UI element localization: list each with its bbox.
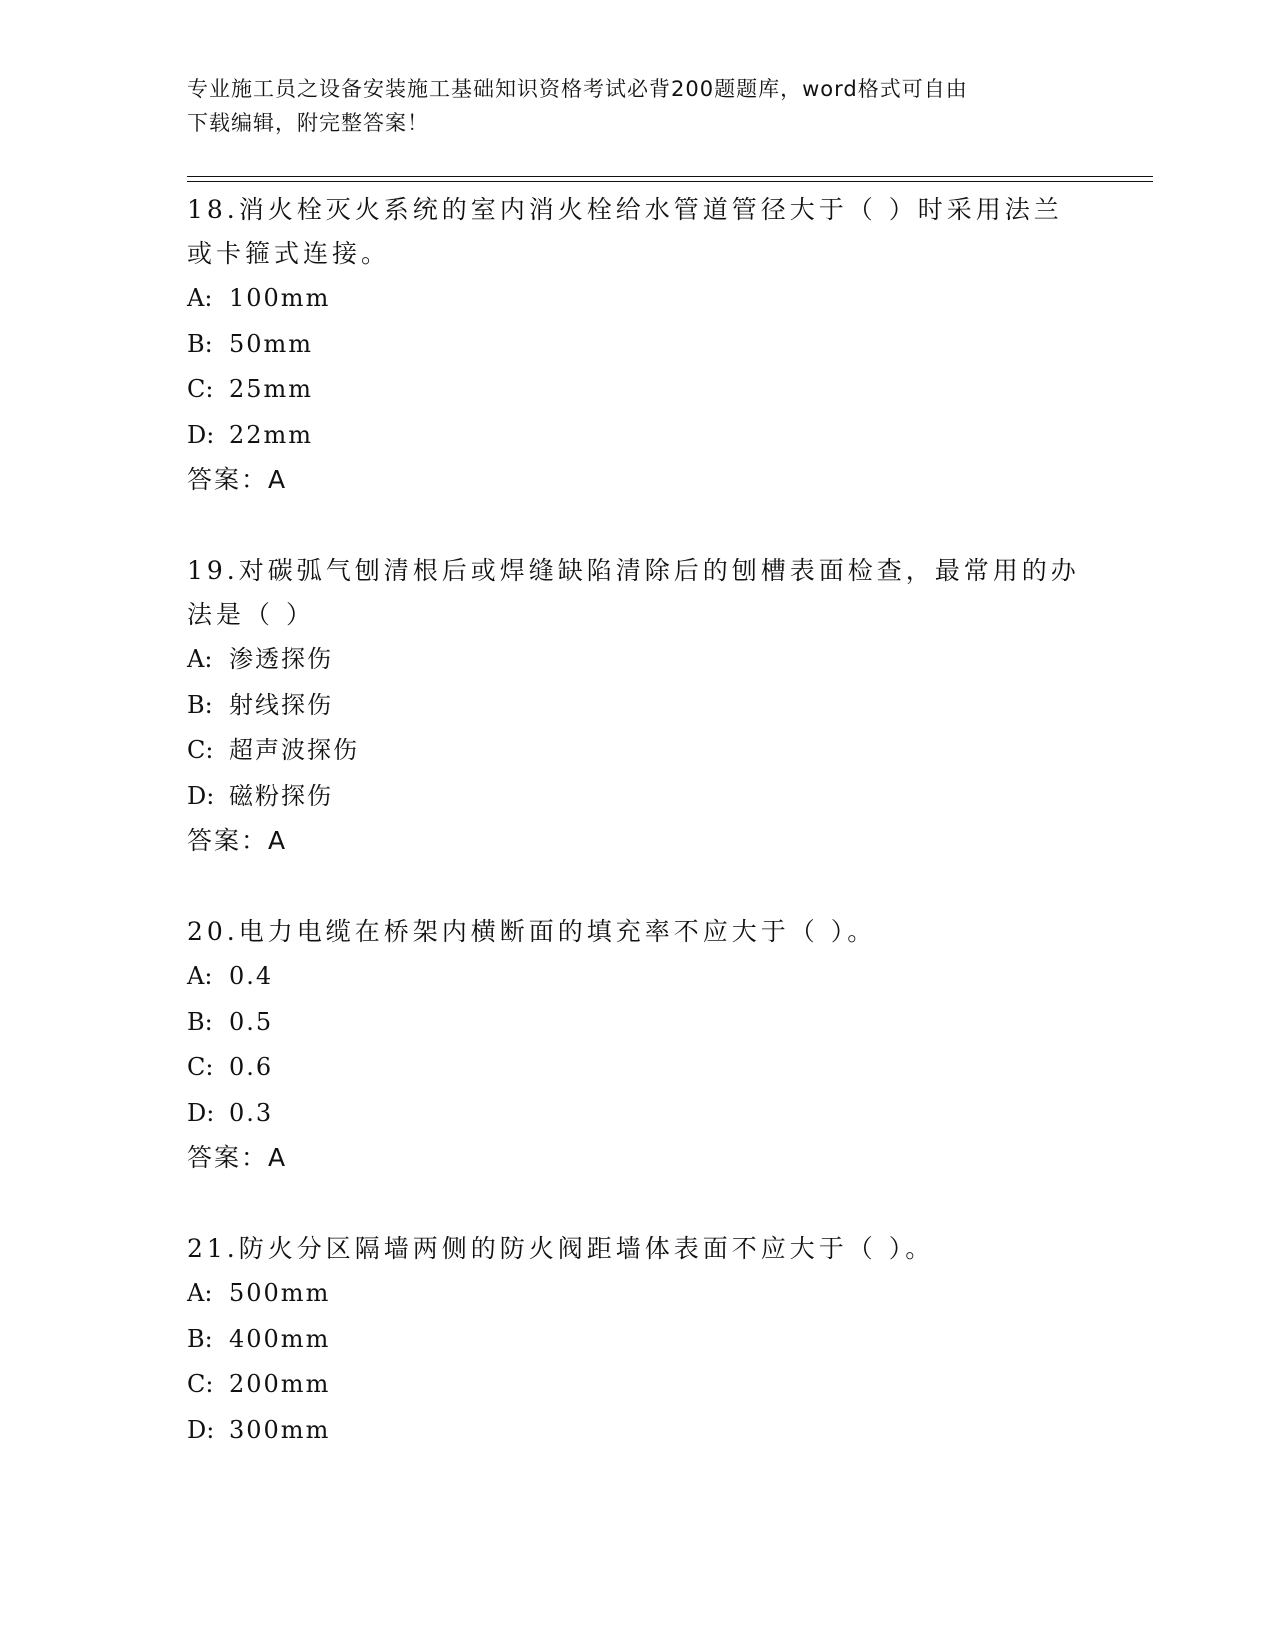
option-a (187, 637, 1087, 683)
option-label: B: (187, 1324, 213, 1353)
option-text: 射线探伤 (229, 690, 333, 719)
option-label: A: (187, 284, 213, 312)
option-text: 500mm (229, 1279, 331, 1307)
option-label: D: (187, 1415, 215, 1444)
question-stem-line: 21.防火分区隔墙两侧的防火阀距墙体表面不应大于（ ）。 (187, 1234, 935, 1263)
option-d (187, 774, 1087, 820)
option-b (187, 322, 1087, 368)
option-c (187, 367, 1087, 413)
option-label: D: (187, 1098, 215, 1127)
option-text: 0.6 (229, 1053, 274, 1081)
header-title-line-2: 下载编辑，附完整答案！ (187, 111, 429, 135)
option-text: 300mm (229, 1415, 331, 1444)
header-title-line-1: 专业施工员之设备安装施工基础知识资格考试必背200题题库，word格式可自由 (187, 77, 968, 101)
option-label: A: (187, 1279, 213, 1307)
option-label: B: (187, 1007, 213, 1036)
question-19 (187, 549, 1087, 863)
question-21 (187, 1227, 1087, 1453)
option-label: A: (187, 645, 213, 673)
option-text: 400mm (229, 1324, 331, 1353)
option-c (187, 1362, 1087, 1408)
option-text: 200mm (229, 1370, 331, 1398)
option-d (187, 413, 1087, 459)
document-header (187, 72, 1067, 140)
answer-line: 答案：A (187, 1143, 288, 1172)
option-d (187, 1091, 1087, 1137)
header-divider-bottom (187, 181, 1153, 182)
option-text: 0.3 (229, 1098, 274, 1127)
option-a (187, 1271, 1087, 1317)
option-text: 100mm (229, 284, 331, 312)
answer-line: 答案：A (187, 465, 288, 494)
option-label: D: (187, 781, 215, 810)
option-text: 0.5 (229, 1007, 274, 1036)
option-label: C: (187, 375, 214, 403)
option-text: 25mm (229, 375, 314, 403)
option-label: B: (187, 690, 213, 719)
header-divider-top (187, 176, 1153, 177)
question-stem-line: 20.电力电缆在桥架内横断面的填充率不应大于（ ）。 (187, 917, 877, 946)
option-a (187, 954, 1087, 1000)
option-text: 磁粉探伤 (229, 781, 333, 810)
option-label: C: (187, 1053, 214, 1081)
option-text: 0.4 (229, 962, 274, 990)
question-20 (187, 910, 1087, 1180)
option-label: B: (187, 329, 213, 358)
option-label: C: (187, 1370, 214, 1398)
option-label: D: (187, 420, 215, 449)
question-stem-line: 18.消火栓灭火系统的室内消火栓给水管道管径大于（ ）时采用法兰 (187, 195, 1063, 224)
option-c (187, 728, 1087, 774)
option-text: 渗透探伤 (229, 645, 333, 673)
question-stem-line: 19.对碳弧气刨清根后或焊缝缺陷清除后的刨槽表面检查，最常用的办 (187, 556, 1080, 585)
option-d (187, 1408, 1087, 1454)
option-b (187, 683, 1087, 729)
question-stem-line: 法是（ ） (187, 600, 315, 629)
option-text: 22mm (229, 420, 314, 449)
question-stem-line: 或卡箍式连接。 (187, 239, 391, 268)
question-18 (187, 188, 1087, 502)
option-c (187, 1045, 1087, 1091)
option-text: 超声波探伤 (229, 736, 359, 764)
option-a (187, 276, 1087, 322)
option-label: C: (187, 736, 214, 764)
option-b (187, 1317, 1087, 1363)
option-b (187, 1000, 1087, 1046)
answer-line: 答案：A (187, 826, 288, 855)
option-text: 50mm (229, 329, 314, 358)
option-label: A: (187, 962, 213, 990)
